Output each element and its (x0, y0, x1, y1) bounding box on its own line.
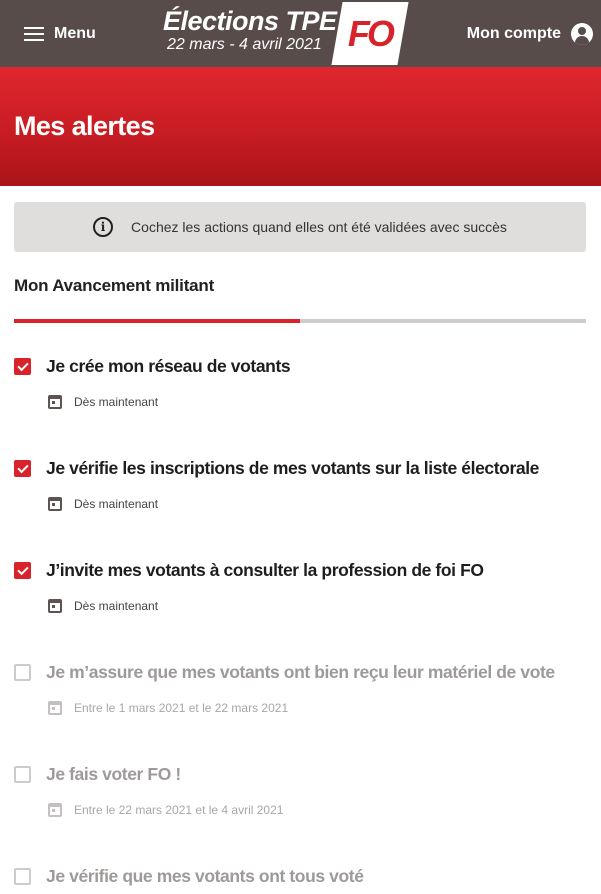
menu-button[interactable] (24, 20, 96, 48)
calendar-icon (48, 599, 62, 613)
page-hero (0, 67, 601, 186)
account-circle-icon (571, 23, 593, 45)
task-meta (48, 497, 586, 511)
task-meta (48, 395, 586, 409)
task-meta (48, 701, 586, 715)
task-title: Je fais voter FO ! (46, 764, 181, 784)
fo-logo[interactable] (331, 2, 408, 65)
task-date: Dès maintenant (74, 599, 159, 613)
progress-bar-fill (14, 319, 300, 323)
info-icon: i (93, 217, 113, 237)
task-header (14, 866, 586, 887)
task-item (14, 560, 586, 613)
task-header (14, 458, 586, 479)
hamburger-icon (24, 27, 44, 41)
task-header (14, 662, 586, 683)
account-label: Mon compte (466, 25, 561, 42)
task-title: Je m’assure que mes votants ont bien reçu leur matériel de vote (46, 662, 555, 682)
task-item (14, 866, 586, 887)
fo-logo-text: FO (348, 12, 392, 54)
info-banner (14, 202, 586, 252)
account-button[interactable] (467, 20, 593, 48)
calendar-icon (48, 497, 62, 511)
brand[interactable] (163, 6, 337, 54)
task-title: J’invite mes votants à consulter la profession de foi FO (46, 560, 484, 580)
task-item (14, 764, 586, 817)
checkmark-icon (17, 461, 28, 472)
menu-label: Menu (54, 25, 96, 42)
task-item (14, 458, 586, 511)
progress-bar (14, 319, 586, 323)
brand-dates: 22 mars - 4 avril 2021 (167, 36, 322, 53)
task-checkbox (14, 868, 31, 885)
calendar-icon (48, 701, 62, 715)
task-title: Je crée mon réseau de votants (46, 356, 291, 376)
task-header (14, 764, 586, 785)
info-text: Cochez les actions quand elles ont été validées avec succès (131, 219, 507, 235)
task-checkbox (14, 766, 31, 783)
progress-section-title: Mon Avancement militant (14, 276, 215, 295)
task-date: Entre le 1 mars 2021 et le 22 mars 2021 (74, 701, 289, 715)
calendar-icon (48, 395, 62, 409)
task-header (14, 560, 586, 581)
checkmark-icon (17, 563, 28, 574)
page-title: Mes alertes (14, 111, 155, 141)
task-checkbox[interactable] (14, 460, 31, 477)
task-meta (48, 803, 586, 817)
task-date: Dès maintenant (74, 395, 159, 409)
brand-title: Élections TPE (163, 6, 337, 36)
checkmark-icon (17, 359, 28, 370)
task-title: Je vérifie les inscriptions de mes votants sur la liste électorale (46, 458, 539, 478)
task-date: Entre le 22 mars 2021 et le 4 avril 2021 (74, 803, 284, 817)
top-bar (0, 0, 601, 67)
task-meta (48, 599, 586, 613)
task-checkbox[interactable] (14, 358, 31, 375)
task-title: Je vérifie que mes votants ont tous voté (46, 866, 364, 886)
task-checkbox (14, 664, 31, 681)
task-date: Dès maintenant (74, 497, 159, 511)
task-checkbox[interactable] (14, 562, 31, 579)
task-item (14, 662, 586, 715)
task-header (14, 356, 586, 377)
calendar-icon (48, 803, 62, 817)
task-item (14, 356, 586, 409)
